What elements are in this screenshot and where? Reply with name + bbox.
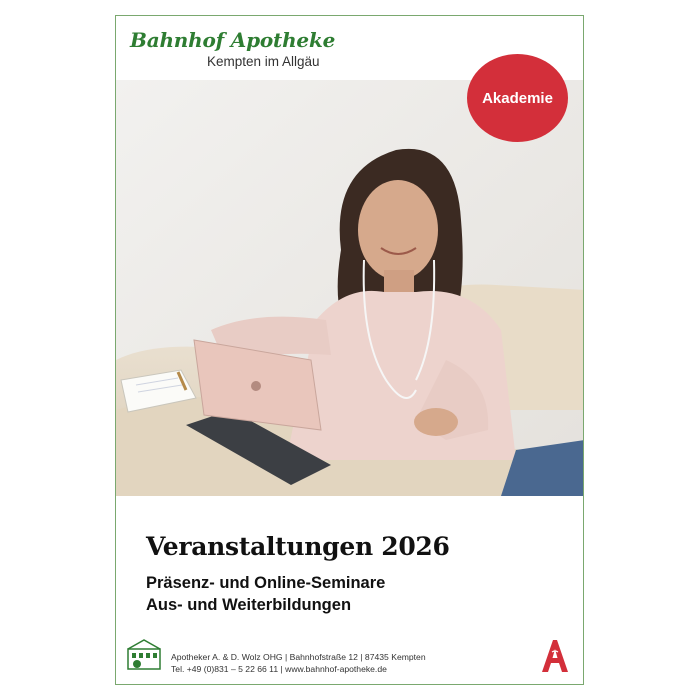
footer-contact: Tel. +49 (0)831 – 5 22 66 11 | www.bahnhof-apotheke.de xyxy=(171,664,387,674)
building-logo-icon xyxy=(127,637,161,671)
page-title: Veranstaltungen 2026 xyxy=(146,532,450,561)
brand-location: Kempten im Allgäu xyxy=(207,54,320,69)
akademie-badge: Akademie xyxy=(467,54,568,142)
brochure-cover xyxy=(115,15,584,685)
apotheke-a-logo-icon xyxy=(540,638,570,674)
footer-address: Apotheker A. & D. Wolz OHG | Bahnhofstraße 12 | 87435 Kempten xyxy=(171,652,426,662)
subtitle-line-2: Aus- und Weiterbildungen xyxy=(146,596,352,614)
subtitle-line-1: Präsenz- und Online-Seminare xyxy=(146,574,386,592)
hero-photo xyxy=(116,80,584,496)
brand-name: Bahnhof Apotheke xyxy=(130,28,336,52)
